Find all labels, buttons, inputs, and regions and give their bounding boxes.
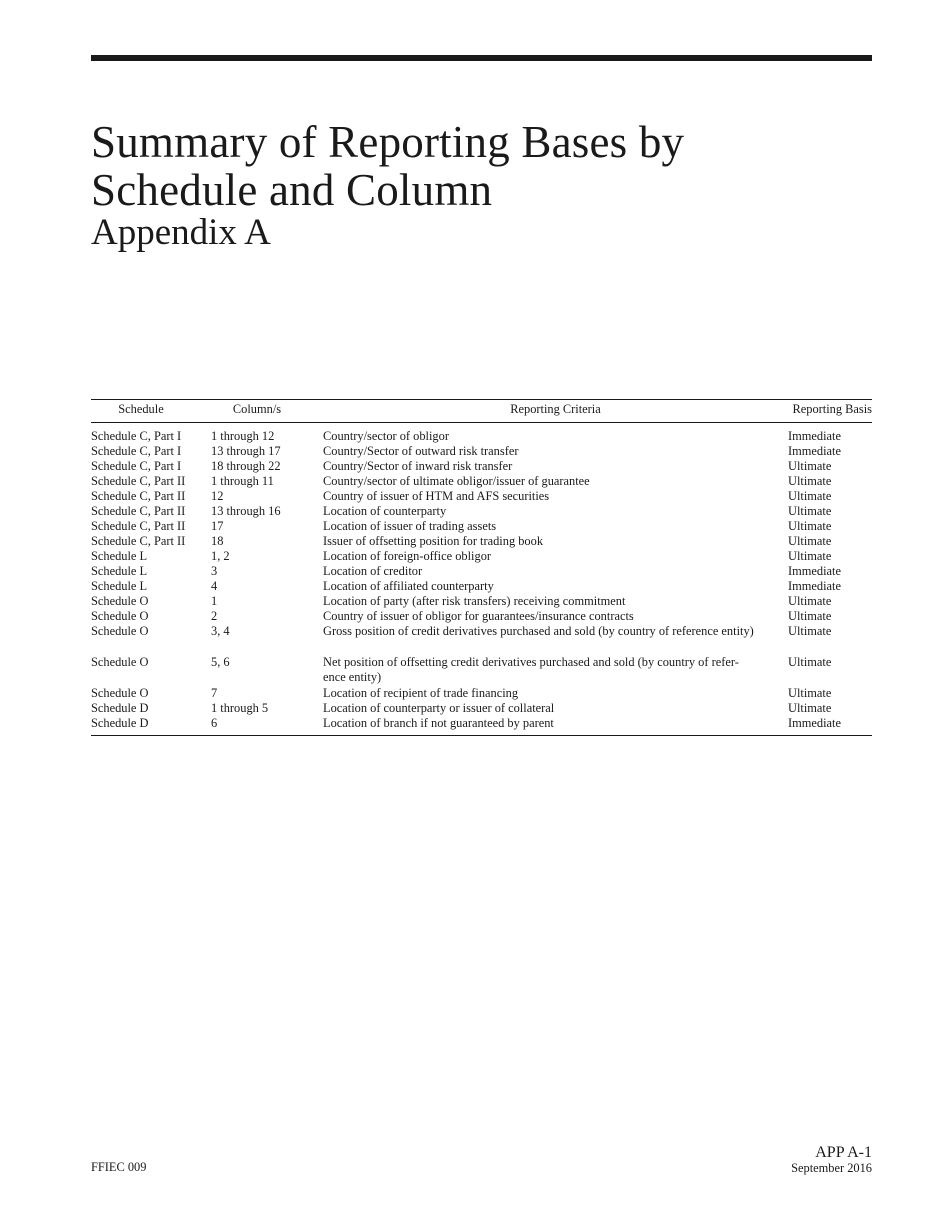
cell-schedule: Schedule C, Part II [91, 489, 186, 503]
table-row [91, 655, 872, 686]
cell-criteria: Country/Sector of outward risk transfer [323, 444, 519, 458]
cell-schedule: Schedule O [91, 655, 149, 669]
page-title [91, 118, 872, 214]
table-row [91, 716, 872, 736]
table-row [91, 701, 872, 716]
table-row [91, 519, 872, 534]
cell-basis: Ultimate [788, 609, 832, 623]
cell-columns: 18 through 22 [211, 459, 281, 473]
table-row [91, 549, 872, 564]
column-header-basis: Reporting Basis [788, 400, 872, 423]
column-header-criteria: Reporting Criteria [323, 400, 788, 423]
cell-columns: 18 [211, 534, 224, 548]
table-row [91, 423, 872, 445]
page-title-line-2: Schedule and Column [91, 165, 493, 215]
cell-schedule: Schedule C, Part II [91, 519, 186, 533]
table-row [91, 459, 872, 474]
cell-columns: 7 [211, 686, 218, 700]
cell-schedule: Schedule C, Part I [91, 444, 182, 458]
page-title-line-1: Summary of Reporting Bases by [91, 117, 685, 167]
cell-basis: Ultimate [788, 489, 832, 503]
cell-schedule: Schedule L [91, 549, 148, 563]
title-block [91, 118, 872, 252]
cell-columns: 4 [211, 579, 218, 593]
cell-criteria: Issuer of offsetting position for trading book [323, 534, 544, 548]
cell-columns: 3, 4 [211, 624, 230, 638]
cell-columns: 13 through 17 [211, 444, 281, 458]
top-rule [91, 55, 872, 61]
cell-columns: 2 [211, 609, 218, 623]
cell-criteria: Location of foreign-office obligor [323, 549, 492, 563]
cell-basis: Immediate [788, 564, 841, 578]
table-body [91, 423, 872, 736]
cell-schedule: Schedule C, Part II [91, 504, 186, 518]
table-row [91, 474, 872, 489]
cell-schedule: Schedule C, Part II [91, 474, 186, 488]
cell-basis: Ultimate [788, 504, 832, 518]
cell-criteria: Country of issuer of HTM and AFS securities [323, 489, 550, 503]
cell-schedule: Schedule O [91, 686, 149, 700]
cell-criteria: Gross position of credit derivatives purchased and sold (by country of reference entity) [323, 624, 754, 638]
cell-criteria: Location of affiliated counterparty [323, 579, 494, 593]
page-number: APP A-1 [815, 1144, 872, 1161]
cell-basis: Ultimate [788, 655, 832, 669]
cell-schedule: Schedule C, Part I [91, 459, 182, 473]
cell-basis: Ultimate [788, 701, 832, 715]
cell-basis: Immediate [788, 429, 841, 443]
cell-criteria: Country/sector of ultimate obligor/issuer of guarantee [323, 474, 590, 488]
column-header-columns: Column/s [211, 400, 323, 423]
cell-criteria: Location of counterparty or issuer of collateral [323, 701, 555, 715]
cell-columns: 3 [211, 564, 218, 578]
cell-basis: Ultimate [788, 459, 832, 473]
cell-basis: Immediate [788, 444, 841, 458]
table-row [91, 564, 872, 579]
table-row [91, 594, 872, 609]
cell-criteria: Location of branch if not guaranteed by parent [323, 716, 788, 736]
cell-columns: 13 through 16 [211, 504, 281, 518]
table-header-row [91, 400, 872, 423]
cell-columns: 1 [211, 594, 218, 608]
cell-schedule: Schedule D [91, 701, 149, 715]
cell-basis: Ultimate [788, 549, 832, 563]
cell-criteria: Location of creditor [323, 564, 423, 578]
table-row [91, 624, 872, 655]
cell-criteria: Net position of offsetting credit derivatives purchased and sold (by country of refer-ence entity) [323, 655, 739, 684]
cell-basis: Ultimate [788, 474, 832, 488]
cell-schedule: Schedule L [91, 579, 148, 593]
cell-schedule: Schedule C, Part I [91, 429, 182, 443]
table-row [91, 534, 872, 549]
cell-schedule: Schedule O [91, 624, 149, 638]
table-header [91, 400, 872, 423]
cell-criteria: Country/Sector of inward risk transfer [323, 459, 513, 473]
cell-columns: 1 through 5 [211, 701, 269, 715]
cell-criteria: Country/sector of obligor [323, 429, 449, 443]
cell-criteria: Location of recipient of trade financing [323, 686, 519, 700]
cell-columns: 17 [211, 519, 224, 533]
cell-basis: Ultimate [788, 624, 832, 638]
column-header-schedule: Schedule [91, 400, 211, 423]
page-subtitle: Appendix A [91, 212, 271, 253]
cell-schedule: Schedule L [91, 564, 148, 578]
cell-schedule: Schedule D [91, 716, 211, 736]
table-row [91, 489, 872, 504]
cell-columns: 1 through 11 [211, 474, 274, 488]
cell-columns: 6 [211, 716, 323, 736]
cell-schedule: Schedule O [91, 609, 149, 623]
cell-basis: Ultimate [788, 594, 832, 608]
cell-columns: 1 through 12 [211, 429, 275, 443]
table-row [91, 686, 872, 701]
cell-basis: Ultimate [788, 519, 832, 533]
cell-criteria: Country of issuer of obligor for guarantees/insurance contracts [323, 609, 634, 623]
cell-criteria: Location of issuer of trading assets [323, 519, 497, 533]
cell-basis: Ultimate [788, 534, 832, 548]
cell-schedule: Schedule O [91, 594, 149, 608]
table-row [91, 504, 872, 519]
table-row [91, 444, 872, 459]
cell-basis: Ultimate [788, 686, 832, 700]
table-row [91, 609, 872, 624]
cell-criteria: Location of counterparty [323, 504, 447, 518]
form-identifier: FFIEC 009 [91, 1160, 147, 1174]
table-row [91, 579, 872, 594]
cell-columns: 1, 2 [211, 549, 230, 563]
cell-columns: 5, 6 [211, 655, 230, 669]
cell-columns: 12 [211, 489, 224, 503]
cell-basis: Immediate [788, 716, 872, 736]
cell-criteria: Location of party (after risk transfers) receiving commitment [323, 594, 626, 608]
cell-schedule: Schedule C, Part II [91, 534, 186, 548]
cell-basis: Immediate [788, 579, 841, 593]
page-footer [791, 1144, 872, 1175]
revision-date: September 2016 [791, 1161, 872, 1175]
reporting-bases-table [91, 399, 872, 736]
